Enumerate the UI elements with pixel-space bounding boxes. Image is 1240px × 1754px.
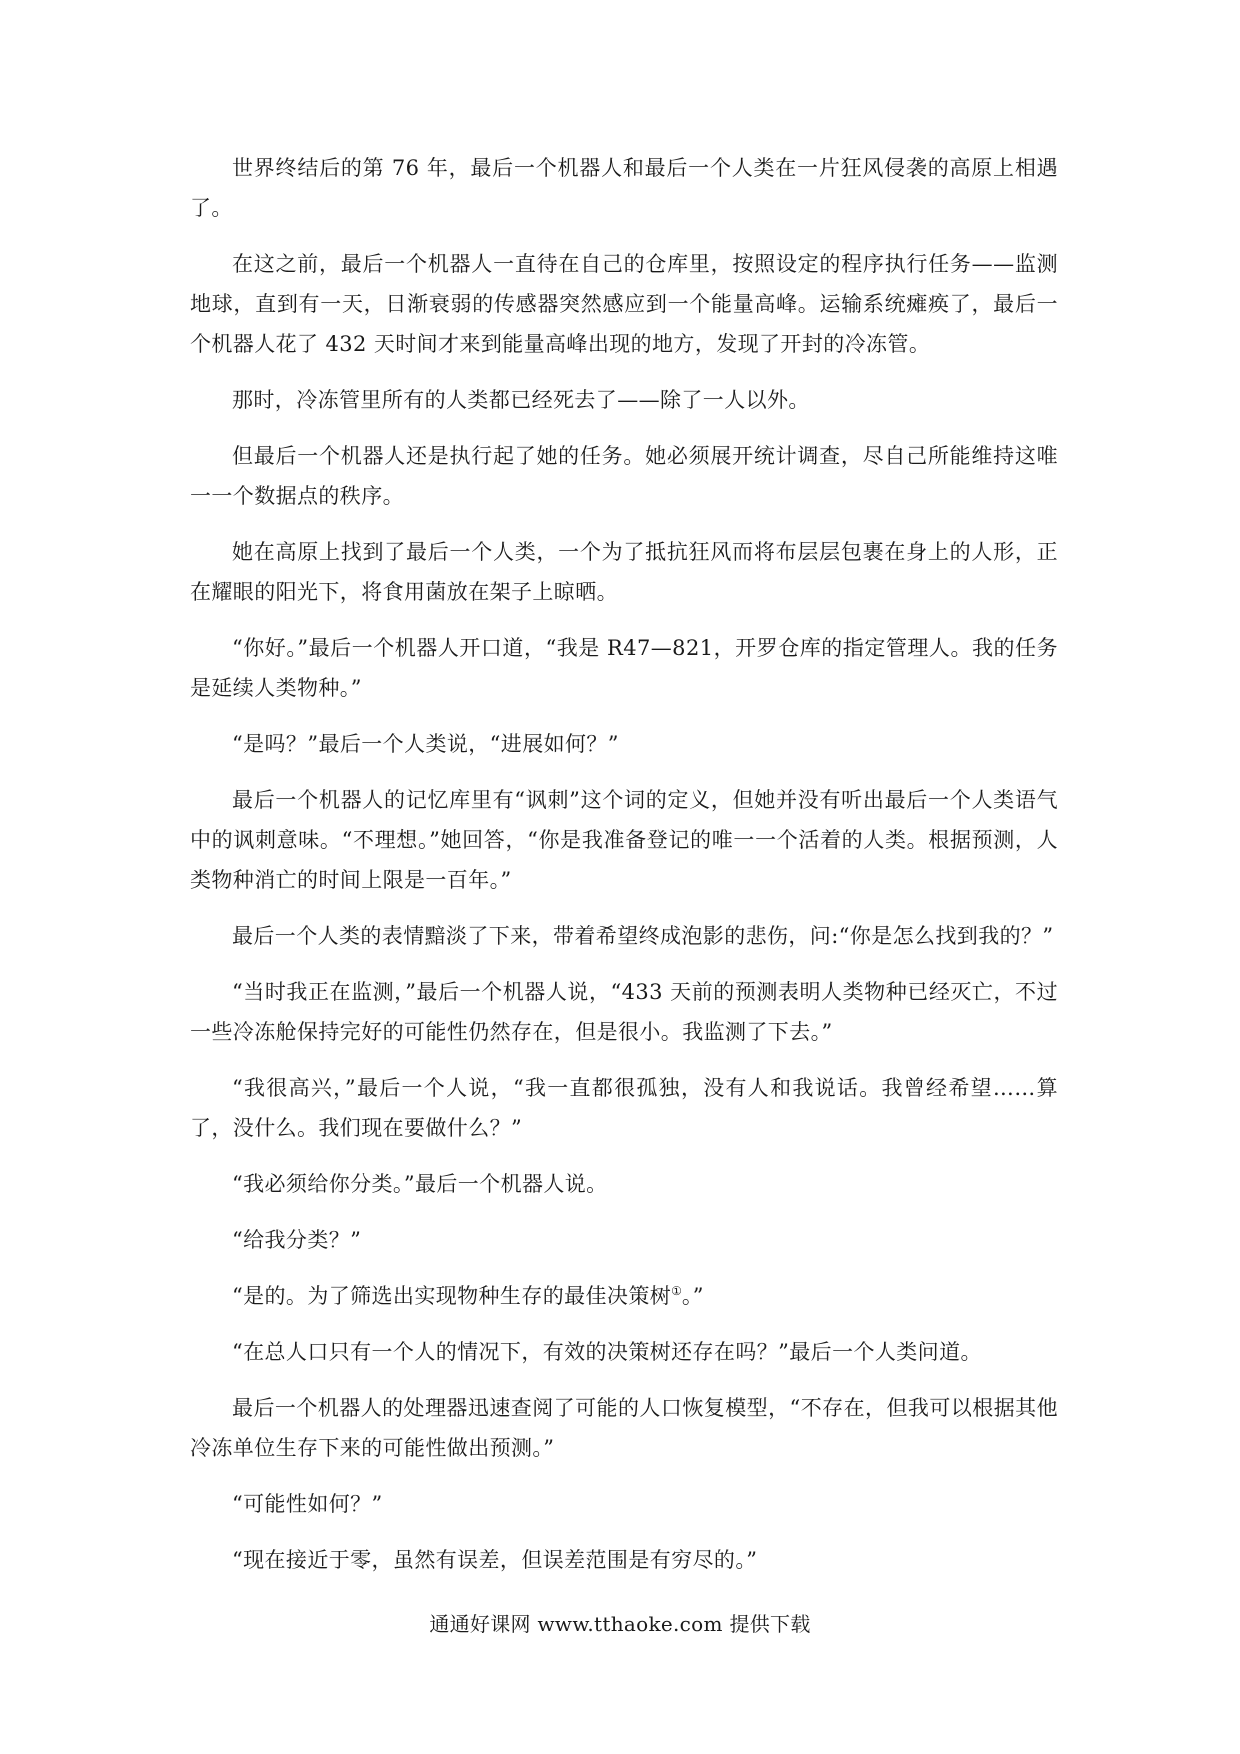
paragraph-text: “我很高兴，”最后一个人说，“我一直都很孤独，没有人和我说话。我曾经希望……算了，没什么。我们现在要做什么？” [190,1076,1058,1140]
paragraph-5 [190,532,1058,612]
paragraph-text-end: 。” [681,1284,704,1308]
paragraph-text: 最后一个人类的表情黯淡了下来，带着希望终成泡影的悲伤，问:“你是怎么找到我的？” [232,924,1054,948]
paragraph-14 [190,1276,1058,1316]
paragraph-1 [190,148,1058,228]
footer-text: 通通好课网 www.tthaoke.com 提供下载 [429,1612,811,1636]
paragraph-7 [190,724,1058,764]
paragraph-text: “给我分类？” [232,1228,362,1252]
paragraph-18 [190,1540,1058,1580]
paragraph-text: “在总人口只有一个人的情况下，有效的决策树还存在吗？”最后一个人类问道。 [232,1340,982,1364]
paragraph-15 [190,1332,1058,1372]
paragraph-text: “当时我正在监测，”最后一个机器人说，“433 天前的预测表明人类物种已经灭亡，不过一些冷冻舱保持完好的可能性仍然存在，但是很小。我监测了下去。” [190,980,1058,1044]
page-footer [0,1609,1240,1639]
paragraph-6 [190,628,1058,708]
paragraph-13 [190,1220,1058,1260]
paragraph-text: 在这之前，最后一个机器人一直待在自己的仓库里，按照设定的程序执行任务——监测地球，直到有一天，日渐衰弱的传感器突然感应到一个能量高峰。运输系统瘫痪了，最后一个机器人花了 432 天时间才来到能量高峰出现的地方，发现了开封的冷冻管。 [190,252,1058,356]
paragraph-9 [190,916,1058,956]
paragraph-text: “是的。为了筛选出实现物种生存的最佳决策树 [232,1284,672,1308]
paragraph-8 [190,780,1058,900]
paragraph-text: “你好。”最后一个机器人开口道，“我是 R47—821，开罗仓库的指定管理人。我的任务是延续人类物种。” [190,636,1058,700]
paragraph-10 [190,972,1058,1052]
paragraph-4 [190,436,1058,516]
story-text [190,148,1058,1596]
paragraph-2 [190,244,1058,364]
paragraph-16 [190,1388,1058,1468]
paragraph-11 [190,1068,1058,1148]
paragraph-12 [190,1164,1058,1204]
paragraph-text: “是吗？”最后一个人类说，“进展如何？” [232,732,619,756]
paragraph-text: 但最后一个机器人还是执行起了她的任务。她必须展开统计调查，尽自己所能维持这唯一一个数据点的秩序。 [190,444,1058,508]
paragraph-text: 她在高原上找到了最后一个人类，一个为了抵抗狂风而将布层层包裹在身上的人形，正在耀眼的阳光下，将食用菌放在架子上晾晒。 [190,540,1058,604]
paragraph-3 [190,380,1058,420]
paragraph-text: 那时，冷冻管里所有的人类都已经死去了——除了一人以外。 [232,388,810,412]
paragraph-text: “可能性如何？” [232,1492,383,1516]
paragraph-text: 世界终结后的第 76 年，最后一个机器人和最后一个人类在一片狂风侵袭的高原上相遇了。 [190,156,1058,220]
paragraph-17 [190,1484,1058,1524]
paragraph-text: “我必须给你分类。”最后一个机器人说。 [232,1172,608,1196]
paragraph-text: 最后一个机器人的处理器迅速查阅了可能的人口恢复模型，“不存在，但我可以根据其他冷冻单位生存下来的可能性做出预测。” [190,1396,1058,1460]
paragraph-text: 最后一个机器人的记忆库里有“讽刺”这个词的定义，但她并没有听出最后一个人类语气中的讽刺意味。“不理想。”她回答，“你是我准备登记的唯一一个活着的人类。根据预测，人类物种消亡的时间上限是一百年。” [190,788,1058,892]
paragraph-text: “现在接近于零，虽然有误差，但误差范围是有穷尽的。” [232,1548,758,1572]
footnote-marker: ① [671,1284,682,1298]
